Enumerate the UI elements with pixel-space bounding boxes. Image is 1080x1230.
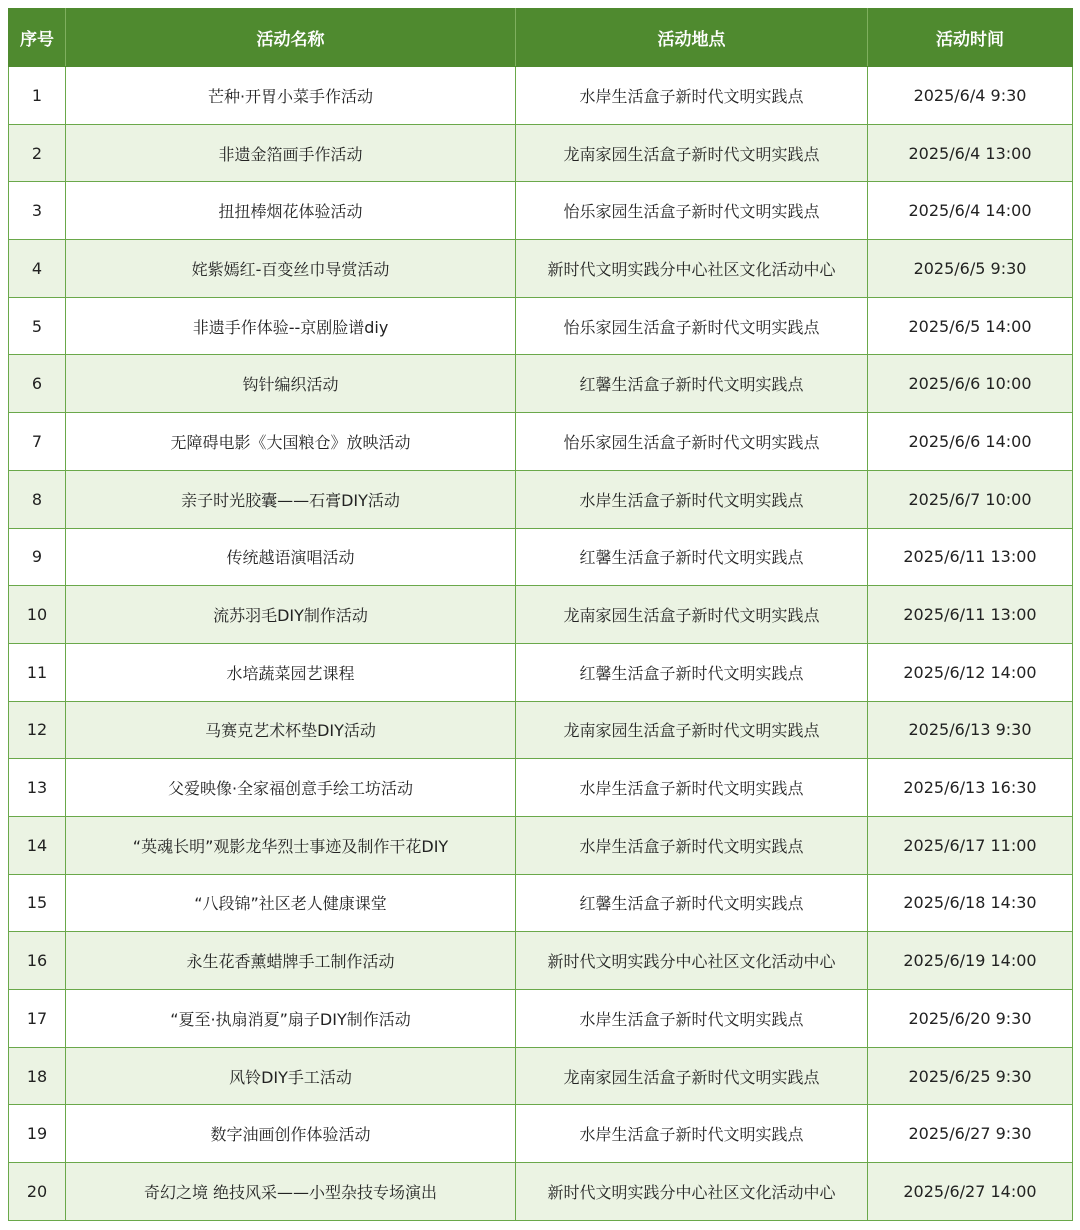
cell-activity-name: 水培蔬菜园艺课程 (66, 643, 516, 701)
cell-index: 4 (9, 240, 66, 298)
cell-activity-location: 新时代文明实践分中心社区文化活动中心 (516, 932, 868, 990)
cell-index: 7 (9, 413, 66, 471)
cell-index: 9 (9, 528, 66, 586)
table-row (9, 240, 1073, 298)
cell-index: 12 (9, 701, 66, 759)
cell-activity-time: 2025/6/13 9:30 (868, 701, 1073, 759)
header-activity-name: 活动名称 (66, 9, 516, 67)
cell-activity-time: 2025/6/6 10:00 (868, 355, 1073, 413)
table-row (9, 528, 1073, 586)
cell-activity-location: 红馨生活盒子新时代文明实践点 (516, 528, 868, 586)
cell-activity-name: 非遗金箔画手作活动 (66, 124, 516, 182)
cell-activity-location: 水岸生活盒子新时代文明实践点 (516, 816, 868, 874)
cell-activity-name: 传统越语演唱活动 (66, 528, 516, 586)
cell-activity-time: 2025/6/4 9:30 (868, 67, 1073, 125)
cell-activity-time: 2025/6/5 9:30 (868, 240, 1073, 298)
table-row (9, 586, 1073, 644)
cell-activity-time: 2025/6/5 14:00 (868, 297, 1073, 355)
cell-index: 19 (9, 1105, 66, 1163)
cell-index: 18 (9, 1047, 66, 1105)
cell-activity-location: 怡乐家园生活盒子新时代文明实践点 (516, 413, 868, 471)
cell-activity-time: 2025/6/13 16:30 (868, 759, 1073, 817)
cell-activity-time: 2025/6/7 10:00 (868, 470, 1073, 528)
cell-activity-name: 钩针编织活动 (66, 355, 516, 413)
cell-activity-time: 2025/6/27 9:30 (868, 1105, 1073, 1163)
cell-activity-location: 龙南家园生活盒子新时代文明实践点 (516, 701, 868, 759)
cell-activity-location: 水岸生活盒子新时代文明实践点 (516, 990, 868, 1048)
table-row (9, 990, 1073, 1048)
header-row (9, 9, 1073, 67)
cell-index: 5 (9, 297, 66, 355)
cell-activity-name: “英魂长明”观影龙华烈士事迹及制作干花DIY (66, 816, 516, 874)
cell-activity-name: “八段锦”社区老人健康课堂 (66, 874, 516, 932)
table-body (9, 67, 1073, 1221)
cell-index: 1 (9, 67, 66, 125)
table-row (9, 470, 1073, 528)
cell-index: 6 (9, 355, 66, 413)
cell-index: 2 (9, 124, 66, 182)
cell-activity-time: 2025/6/18 14:30 (868, 874, 1073, 932)
cell-activity-name: 芒种·开胃小菜手作活动 (66, 67, 516, 125)
cell-activity-name: 永生花香薰蜡牌手工制作活动 (66, 932, 516, 990)
cell-index: 8 (9, 470, 66, 528)
cell-activity-location: 怡乐家园生活盒子新时代文明实践点 (516, 297, 868, 355)
cell-index: 15 (9, 874, 66, 932)
cell-activity-time: 2025/6/25 9:30 (868, 1047, 1073, 1105)
cell-activity-name: 奇幻之境 绝技风采——小型杂技专场演出 (66, 1163, 516, 1221)
cell-index: 16 (9, 932, 66, 990)
cell-activity-time: 2025/6/6 14:00 (868, 413, 1073, 471)
table-row (9, 1105, 1073, 1163)
table-row (9, 932, 1073, 990)
table-header (9, 9, 1073, 67)
cell-index: 11 (9, 643, 66, 701)
cell-index: 14 (9, 816, 66, 874)
cell-activity-time: 2025/6/12 14:00 (868, 643, 1073, 701)
table-row (9, 1163, 1073, 1221)
cell-activity-time: 2025/6/4 14:00 (868, 182, 1073, 240)
cell-activity-location: 水岸生活盒子新时代文明实践点 (516, 470, 868, 528)
cell-activity-name: 数字油画创作体验活动 (66, 1105, 516, 1163)
cell-activity-location: 红馨生活盒子新时代文明实践点 (516, 643, 868, 701)
table-row (9, 701, 1073, 759)
table-row (9, 1047, 1073, 1105)
cell-activity-name: 马赛克艺术杯垫DIY活动 (66, 701, 516, 759)
cell-activity-name: 父爱映像·全家福创意手绘工坊活动 (66, 759, 516, 817)
cell-activity-location: 龙南家园生活盒子新时代文明实践点 (516, 124, 868, 182)
cell-index: 13 (9, 759, 66, 817)
cell-activity-name: 风铃DIY手工活动 (66, 1047, 516, 1105)
cell-activity-location: 水岸生活盒子新时代文明实践点 (516, 759, 868, 817)
cell-activity-name: 姹紫嫣红-百变丝巾导赏活动 (66, 240, 516, 298)
cell-activity-location: 水岸生活盒子新时代文明实践点 (516, 67, 868, 125)
cell-activity-time: 2025/6/11 13:00 (868, 528, 1073, 586)
header-activity-location: 活动地点 (516, 9, 868, 67)
cell-activity-time: 2025/6/27 14:00 (868, 1163, 1073, 1221)
cell-activity-location: 怡乐家园生活盒子新时代文明实践点 (516, 182, 868, 240)
table-row (9, 643, 1073, 701)
cell-activity-location: 龙南家园生活盒子新时代文明实践点 (516, 1047, 868, 1105)
activity-table (8, 8, 1073, 1221)
cell-activity-time: 2025/6/20 9:30 (868, 990, 1073, 1048)
table-row (9, 297, 1073, 355)
table-row (9, 816, 1073, 874)
cell-activity-location: 水岸生活盒子新时代文明实践点 (516, 1105, 868, 1163)
cell-activity-location: 龙南家园生活盒子新时代文明实践点 (516, 586, 868, 644)
cell-activity-location: 新时代文明实践分中心社区文化活动中心 (516, 240, 868, 298)
cell-activity-name: 非遗手作体验--京剧脸谱diy (66, 297, 516, 355)
cell-activity-name: 亲子时光胶囊——石膏DIY活动 (66, 470, 516, 528)
cell-activity-time: 2025/6/19 14:00 (868, 932, 1073, 990)
table-row (9, 413, 1073, 471)
cell-index: 3 (9, 182, 66, 240)
header-index: 序号 (9, 9, 66, 67)
cell-index: 20 (9, 1163, 66, 1221)
cell-activity-name: 扭扭棒烟花体验活动 (66, 182, 516, 240)
table-row (9, 67, 1073, 125)
activity-schedule (8, 8, 1072, 1221)
cell-activity-location: 红馨生活盒子新时代文明实践点 (516, 874, 868, 932)
cell-activity-time: 2025/6/11 13:00 (868, 586, 1073, 644)
cell-activity-location: 新时代文明实践分中心社区文化活动中心 (516, 1163, 868, 1221)
table-row (9, 182, 1073, 240)
cell-activity-location: 红馨生活盒子新时代文明实践点 (516, 355, 868, 413)
cell-activity-time: 2025/6/17 11:00 (868, 816, 1073, 874)
cell-activity-name: “夏至·执扇消夏”扇子DIY制作活动 (66, 990, 516, 1048)
cell-index: 17 (9, 990, 66, 1048)
table-row (9, 124, 1073, 182)
cell-activity-name: 无障碍电影《大国粮仓》放映活动 (66, 413, 516, 471)
cell-index: 10 (9, 586, 66, 644)
cell-activity-name: 流苏羽毛DIY制作活动 (66, 586, 516, 644)
cell-activity-time: 2025/6/4 13:00 (868, 124, 1073, 182)
table-row (9, 355, 1073, 413)
table-row (9, 874, 1073, 932)
table-row (9, 759, 1073, 817)
header-activity-time: 活动时间 (868, 9, 1073, 67)
